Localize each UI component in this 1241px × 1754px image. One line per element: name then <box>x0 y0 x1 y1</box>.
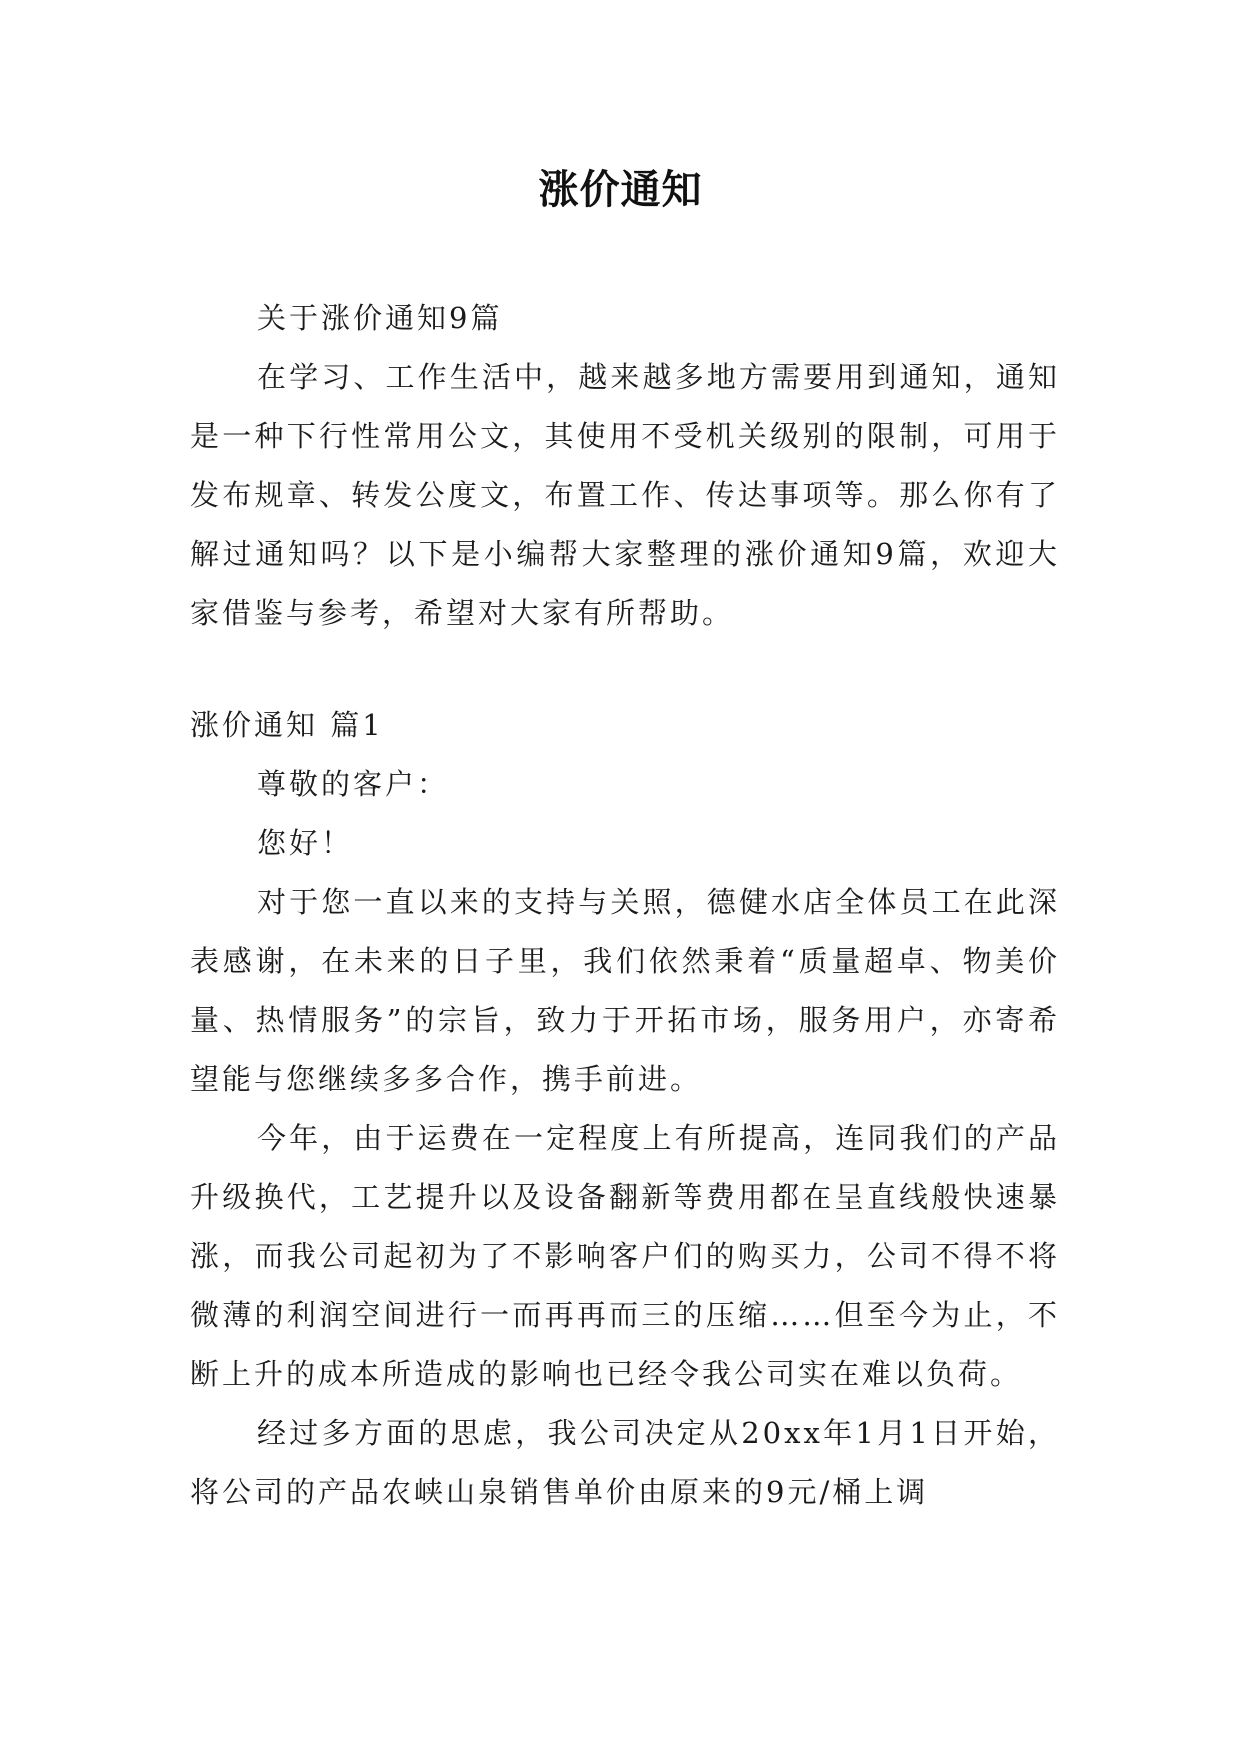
salutation: 尊敬的客户： <box>257 767 450 801</box>
body-paragraph-price-adjustment: 经过多方面的思虑，我公司决定从20xx年1月1日开始，将公司的产品农峡山泉销售单价由原来的9元/桶上调 <box>190 1416 1060 1509</box>
intro-paragraph: 在学习、工作生活中，越来越多地方需要用到通知，通知是一种下行性常用公文，其使用不受机关级别的限制，可用于发布规章、转发公度文，布置工作、传达事项等。那么你有了解过通知吗？以下是小编帮大家整理的涨价通知9篇，欢迎大家借鉴与参考，希望对大家有所帮助。 <box>190 360 1060 630</box>
section-heading: 涨价通知 篇1 <box>190 708 384 742</box>
document-body <box>190 289 1060 1522</box>
body-paragraph-cost-increase: 今年，由于运费在一定程度上有所提高，连同我们的产品升级换代，工艺提升以及设备翻新等费用都在呈直线般快速暴涨，而我公司起初为了不影响客户们的购买力，公司不得不将微薄的利润空间进行一而再再而三的压缩……但至今为止，不断上升的成本所造成的影响也已经令我公司实在难以负荷。 <box>190 1121 1060 1391</box>
document-subtitle: 关于涨价通知9篇 <box>257 301 503 335</box>
document-title: 涨价通知 <box>538 167 703 213</box>
section-spacer <box>190 643 1060 696</box>
greeting: 您好！ <box>257 826 354 860</box>
body-paragraph-thanks: 对于您一直以来的支持与关照，德健水店全体员工在此深表感谢，在未来的日子里，我们依然秉着“质量超卓、物美价量、热情服务”的宗旨，致力于开拓市场，服务用户，亦寄希望能与您继续多多合作，携手前进。 <box>190 885 1060 1096</box>
